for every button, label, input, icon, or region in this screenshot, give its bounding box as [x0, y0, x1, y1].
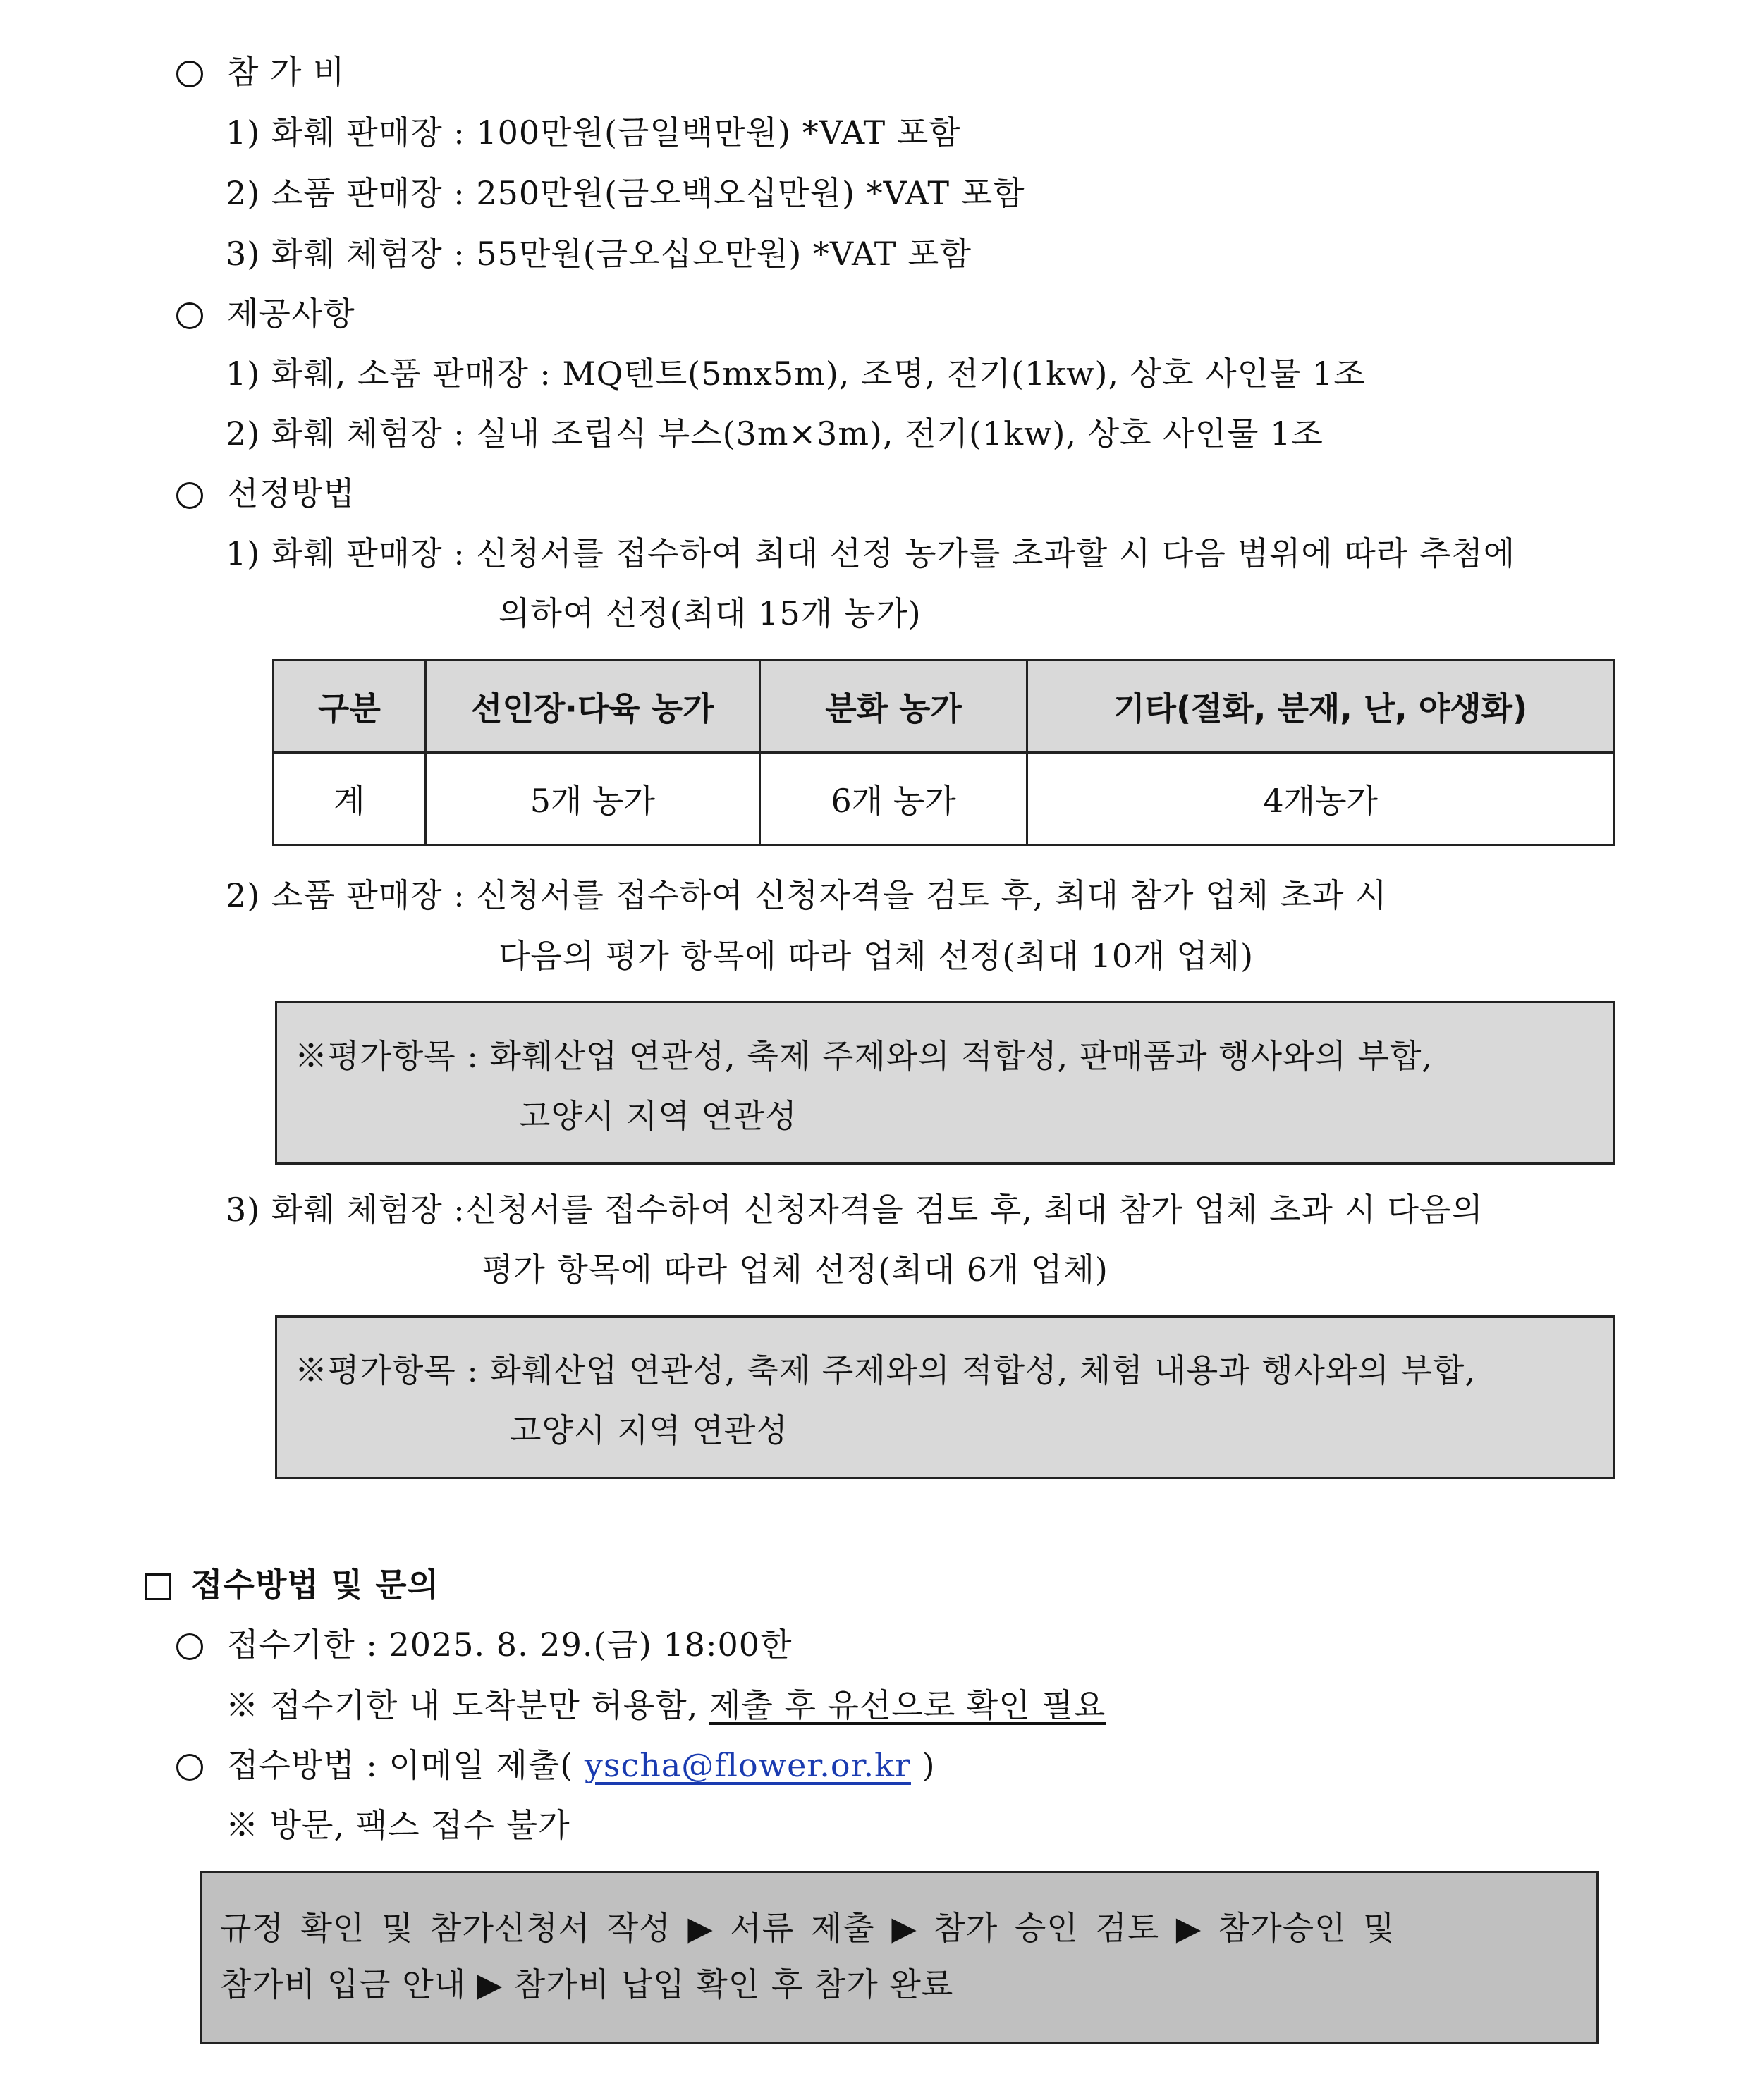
table-cell: 5개 농가 [425, 753, 759, 845]
table-header-row [274, 661, 1614, 753]
evaluation-box-1 [275, 1001, 1615, 1165]
table-cell: 6개 농가 [759, 753, 1027, 845]
table-cell: 4개농가 [1027, 753, 1614, 845]
email-link[interactable]: yscha@flower.or.kr [584, 1746, 911, 1784]
evaluation-2-line-1: ※평가항목 : 화훼산업 연관성, 축제 주제와의 적합성, 체험 내용과 행사와의 부합, [295, 1351, 1477, 1389]
evaluation-1-line-1: ※평가항목 : 화훼산업 연관성, 축제 주제와의 적합성, 판매품과 행사와의 부합, [295, 1037, 1434, 1075]
submission-deadline: 접수기한 : 2025. 8. 29.(금) 18:00한 [176, 1623, 792, 1666]
table-header-cell: 분화 농가 [759, 661, 1027, 753]
fee-item-3: 3) 화훼 체험장 : 55만원(금오십오만원) *VAT 포함 [226, 235, 972, 273]
circle-bullet-icon [176, 1754, 203, 1781]
confirm-call-note: 제출 후 유선으로 확인 필요 [709, 1686, 1106, 1724]
evaluation-2-line-2: 고양시 지역 연관성 [510, 1411, 788, 1449]
selection-item-1-line-2: 의하여 선정(최대 15개 농가) [499, 594, 922, 632]
process-flow-box [200, 1871, 1599, 2044]
circle-bullet-icon [176, 61, 203, 87]
submission-method-note: ※ 방문, 팩스 접수 불가 [226, 1806, 570, 1844]
process-flow-line-2: 참가비 입금 안내 ▶ 참가비 납입 확인 후 참가 완료 [220, 1965, 954, 2003]
process-flow-line-1: 규정 확인 및 참가신청서 작성 ▶ 서류 제출 ▶ 참가 승인 검토 ▶ 참가승인 및 [220, 1909, 1395, 1947]
square-bullet-icon [145, 1573, 171, 1600]
selection-item-2-line-1: 2) 소품 판매장 : 신청서를 접수하여 신청자격을 검토 후, 최대 참가 업체 초과 시 [226, 876, 1388, 914]
submission-section-title: 접수방법 및 문의 [145, 1564, 439, 1606]
table-row [274, 753, 1614, 845]
selection-item-2-line-2: 다음의 평가 항목에 따라 업체 선정(최대 10개 업체) [499, 937, 1254, 975]
table-header-cell: 구분 [274, 661, 426, 753]
table-cell: 계 [274, 753, 426, 845]
table-header-cell: 선인장·다육 농가 [425, 661, 759, 753]
provided-item-2: 2) 화훼 체험장 : 실내 조립식 부스(3m×3m), 전기(1kw), 상호 사인물 1조 [226, 415, 1324, 453]
farm-quota-table [272, 659, 1615, 846]
submission-method: 접수방법 : 이메일 제출( yscha@flower.or.kr ) [176, 1744, 936, 1786]
provided-item-1: 1) 화훼, 소품 판매장 : MQ텐트(5mx5m), 조명, 전기(1kw), 상호 사인물 1조 [226, 355, 1366, 393]
circle-bullet-icon [176, 1633, 203, 1660]
fee-item-1: 1) 화훼 판매장 : 100만원(금일백만원) *VAT 포함 [226, 113, 961, 152]
selection-heading: 선정방법 [176, 472, 355, 515]
circle-bullet-icon [176, 302, 203, 329]
selection-item-3-line-2: 평가 항목에 따라 업체 선정(최대 6개 업체) [482, 1251, 1108, 1289]
fee-item-2: 2) 소품 판매장 : 250만원(금오백오십만원) *VAT 포함 [226, 174, 1025, 212]
provided-heading: 제공사항 [176, 293, 355, 335]
circle-bullet-icon [176, 482, 203, 509]
selection-item-3-line-1: 3) 화훼 체험장 :신청서를 접수하여 신청자격을 검토 후, 최대 참가 업체 초과 시 다음의 [226, 1191, 1484, 1229]
submission-deadline-note: ※ 접수기한 내 도착분만 허용함, 제출 후 유선으로 확인 필요 [226, 1686, 1106, 1724]
evaluation-1-line-2: 고양시 지역 연관성 [519, 1097, 797, 1135]
evaluation-box-2 [275, 1315, 1615, 1479]
table-header-cell: 기타(절화, 분재, 난, 야생화) [1027, 661, 1614, 753]
selection-item-1-line-1: 1) 화훼 판매장 : 신청서를 접수하여 최대 선정 농가를 초과할 시 다음 범위에 따라 추첨에 [226, 534, 1516, 572]
fee-heading: 참 가 비 [176, 51, 346, 93]
